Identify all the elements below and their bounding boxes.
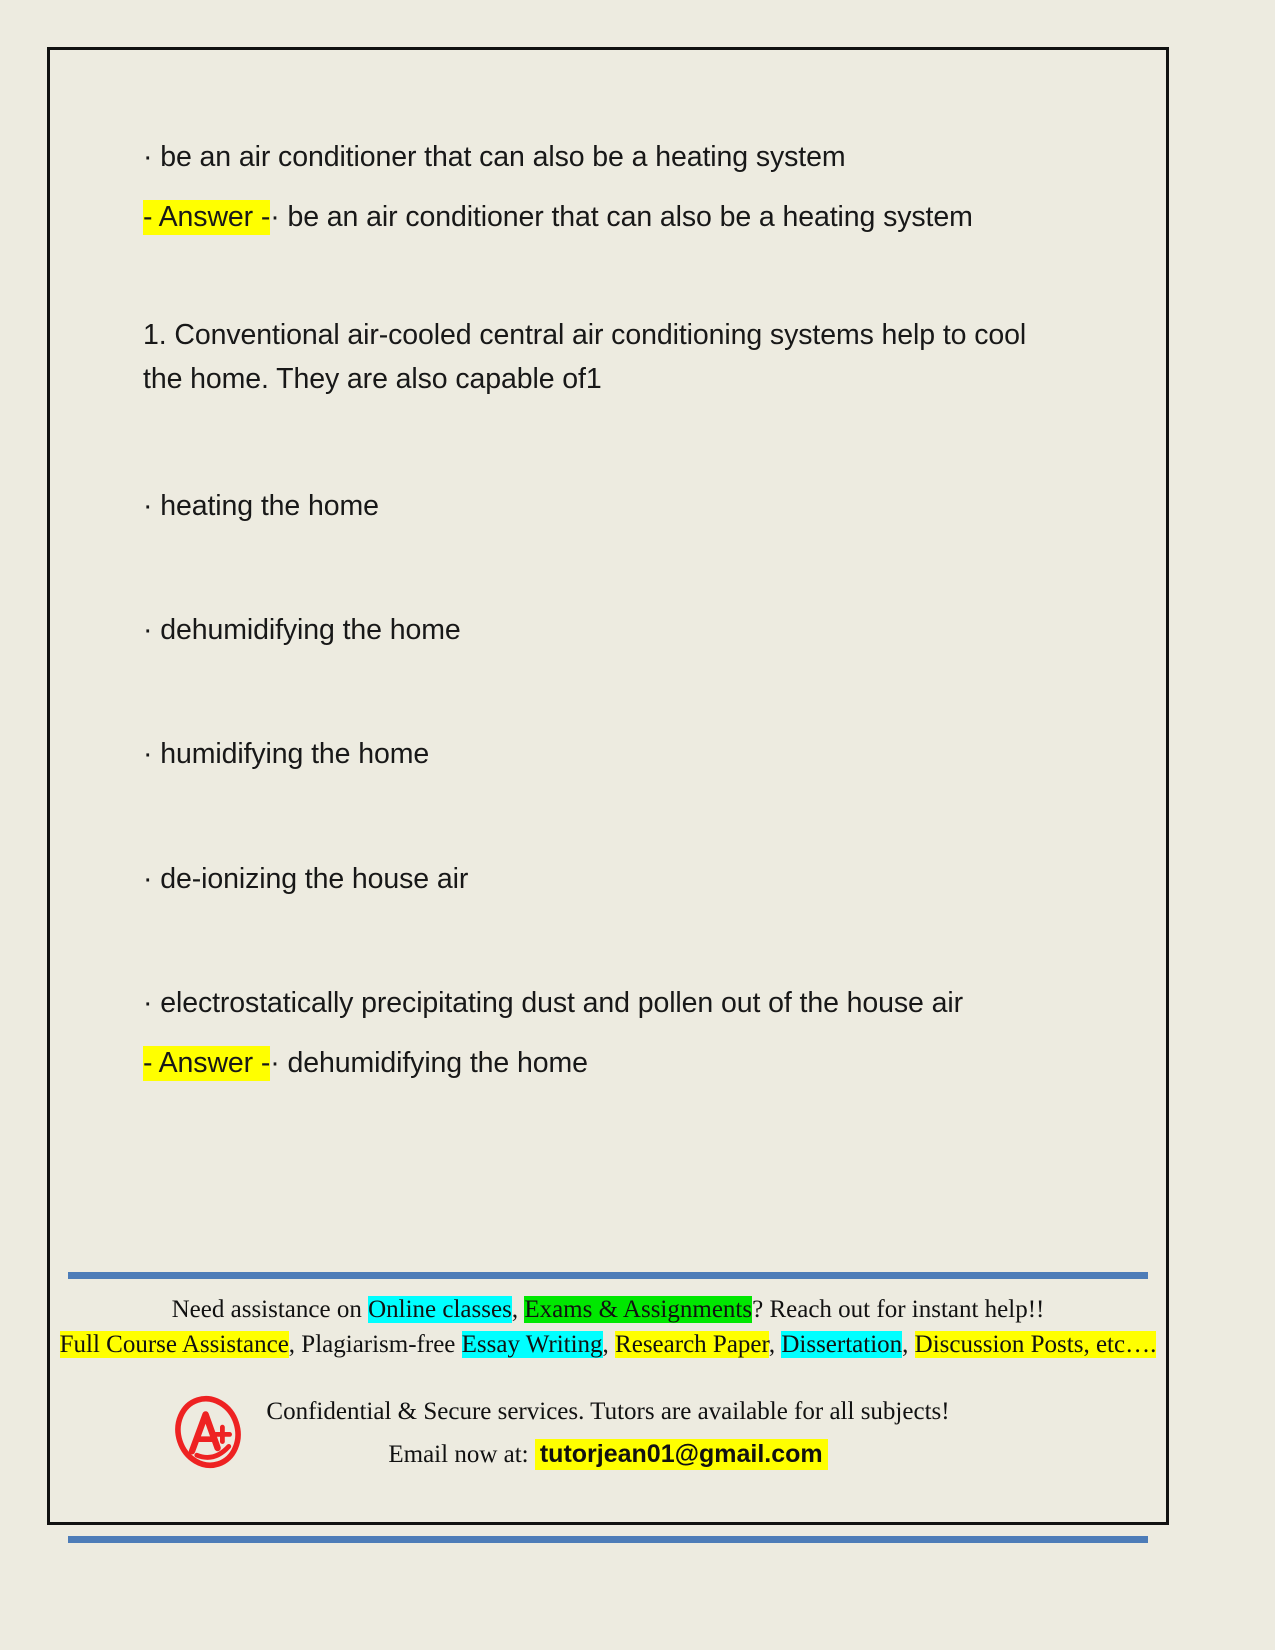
footer-divider-bottom xyxy=(68,1536,1148,1543)
answer-text: · dehumidifying the home xyxy=(270,1046,588,1079)
option-humidifying: · humidifying the home xyxy=(143,738,430,771)
footer-highlight-essay-writing: Essay Writing xyxy=(461,1330,603,1358)
footer-highlight-research-paper: Research Paper xyxy=(615,1330,769,1358)
spacer xyxy=(143,525,1083,611)
promotional-footer xyxy=(50,1272,1166,1543)
footer-divider-bottom-wrap xyxy=(50,1536,1166,1543)
footer-contact-block xyxy=(50,1388,1166,1506)
footer-highlight-exams-assignments: Exams & Assignments xyxy=(524,1296,753,1323)
footer-line-1 xyxy=(50,1293,1166,1328)
spacer xyxy=(143,898,1083,984)
footer-l1-part1: Need assistance on xyxy=(171,1296,369,1323)
a-plus-logo-icon xyxy=(168,1392,248,1472)
answer-line xyxy=(143,198,1083,236)
footer-l1-part3: ? Reach out for instant help!! xyxy=(752,1296,1045,1323)
footer-highlight-discussion-posts: Discussion Posts, etc…. xyxy=(914,1330,1157,1358)
footer-divider-top xyxy=(68,1272,1148,1279)
footer-highlight-full-course: Full Course Assistance xyxy=(59,1330,289,1358)
document-page xyxy=(47,47,1169,1525)
option-heating: · heating the home xyxy=(143,490,379,522)
spacer xyxy=(143,649,1083,735)
spacer xyxy=(143,236,1083,314)
document-body xyxy=(143,138,1083,1082)
answer-line-2 xyxy=(143,1044,1083,1082)
footer-line-2 xyxy=(50,1328,1166,1363)
footer-l1-part2: , xyxy=(511,1296,525,1323)
email-label: Email now at: xyxy=(388,1441,529,1469)
question-paragraph: 1. Conventional air-cooled central air conditioning systems help to cool the home. They are also capable of1 xyxy=(143,319,1027,395)
footer-highlight-dissertation: Dissertation xyxy=(781,1330,903,1358)
answer-label: - Answer - xyxy=(143,201,271,234)
footer-l2-part2: , xyxy=(602,1330,616,1358)
answer-label: - Answer - xyxy=(143,1046,271,1079)
footer-confidential-line: Confidential & Secure services. Tutors are available for all subjects! xyxy=(266,1398,950,1425)
option-deionizing: · de-ionizing the house air xyxy=(143,862,469,895)
answer-text: · be an air conditioner that can also be a heating system xyxy=(270,201,973,234)
spacer xyxy=(143,176,1083,198)
email-address[interactable]: tutorjean01@gmail.com xyxy=(535,1439,828,1470)
footer-highlight-online-classes: Online classes xyxy=(368,1296,512,1323)
footer-l2-part1: , Plagiarism-free xyxy=(288,1330,462,1358)
spacer xyxy=(143,1022,1083,1044)
footer-text-block xyxy=(50,1279,1166,1362)
bullet-line: · be an air conditioner that can also be a heating system xyxy=(143,141,846,173)
spacer xyxy=(143,774,1083,860)
option-electrostatic: · electrostatically precipitating dust and pollen out of the house air xyxy=(143,986,963,1019)
option-dehumidifying: · dehumidifying the home xyxy=(143,614,461,647)
footer-l2-part4: , xyxy=(902,1330,915,1358)
spacer xyxy=(143,401,1083,487)
footer-l2-part3: , xyxy=(768,1330,782,1358)
